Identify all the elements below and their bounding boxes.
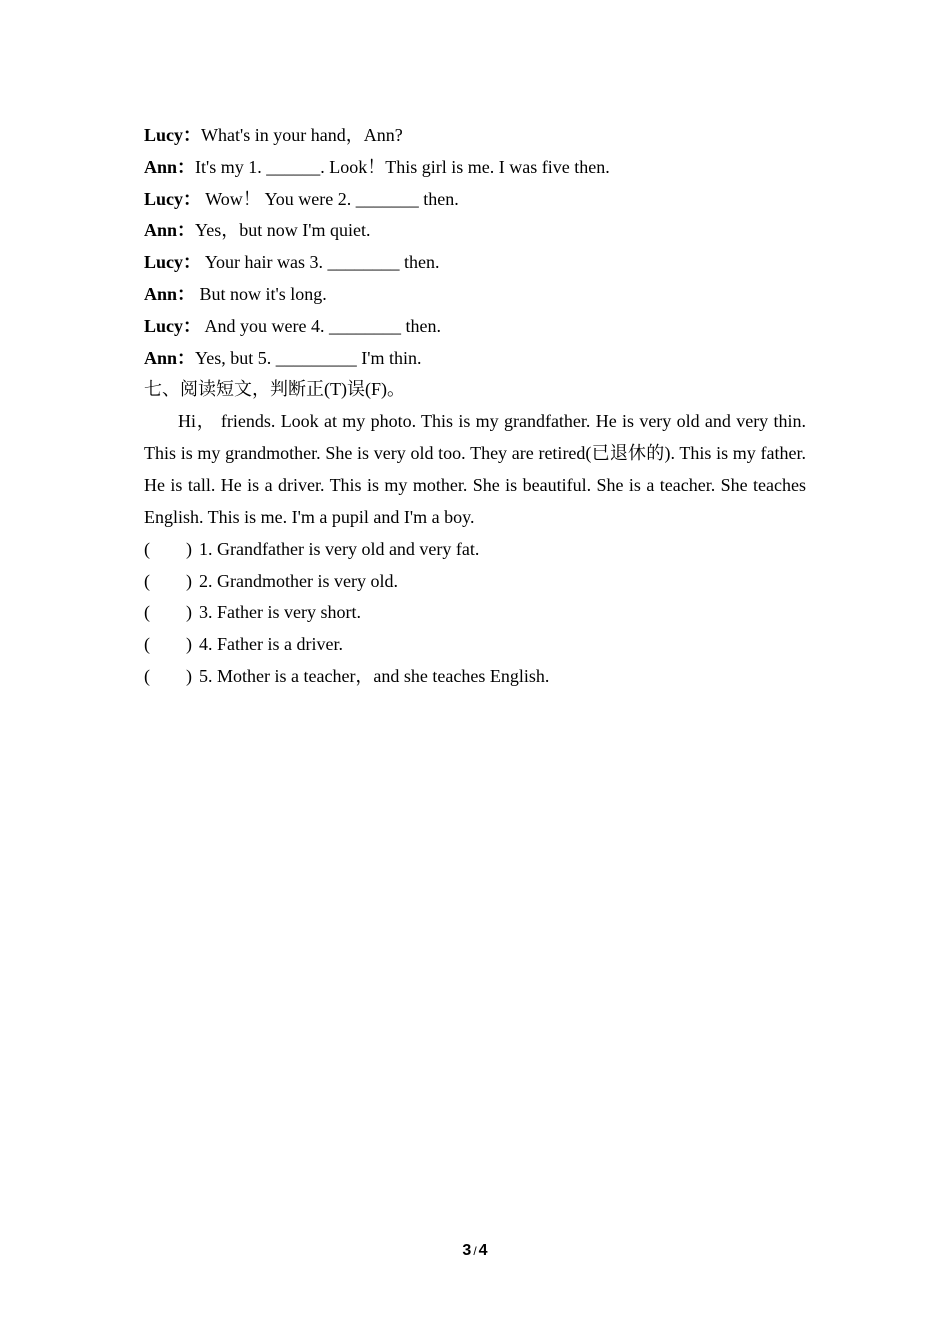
page-separator: /: [473, 1244, 477, 1258]
true-false-list: [144, 534, 806, 693]
list-item: [144, 566, 806, 598]
total-pages: 4: [478, 1242, 488, 1259]
answer-bracket: ( ): [144, 538, 192, 559]
reading-passage: Hi， friends. Look at my photo. This is my grandfather. He is very old and very thin. This is my grandmother. She is very old too. They are retired(已退休的). This is my father. He is tall. He is a driver. This is my mother. She is beautiful. She is a teacher. She teaches English. This is me. I'm a pupil and I'm a boy.: [144, 411, 806, 527]
dialogue-text: Yes，but now I'm quiet.: [195, 220, 371, 241]
statement: 3. Father is very short.: [199, 602, 361, 623]
dialogue-text: But now it's long.: [195, 283, 327, 304]
page-number: [0, 1242, 950, 1260]
dialogue-text: It's my 1. ______. Look！This girl is me. I was five then.: [195, 156, 610, 177]
dialogue-line: [144, 152, 806, 184]
statement: 2. Grandmother is very old.: [199, 570, 398, 591]
speaker-name: Lucy：: [144, 125, 202, 145]
dialogue-line: [144, 215, 806, 247]
dialogue-line: [144, 120, 806, 152]
dialogue-text: And you were 4. ________ then.: [201, 315, 441, 336]
answer-bracket: ( ): [144, 634, 192, 655]
speaker-name: Lucy：: [144, 252, 202, 273]
answer-bracket: ( ): [144, 602, 192, 623]
current-page: 3: [462, 1242, 472, 1259]
worksheet-content: [144, 120, 806, 693]
dialogue-text: Wow！ You were 2. _______ then.: [201, 188, 459, 209]
dialogue-line: [144, 311, 806, 343]
list-item: [144, 661, 806, 693]
list-item: [144, 597, 806, 629]
dialogue-line: [144, 343, 806, 375]
statement: 4. Father is a driver.: [199, 634, 343, 655]
speaker-name: Lucy：: [144, 188, 202, 209]
statement: 1. Grandfather is very old and very fat.: [199, 538, 480, 559]
dialogue: [144, 120, 806, 374]
section-title: 七、阅读短文，判断正(T)误(F)。: [144, 379, 405, 400]
speaker-name: Ann：: [144, 283, 196, 304]
dialogue-text: Your hair was 3. ________ then.: [201, 252, 440, 273]
dialogue-text: Yes, but 5. _________ I'm thin.: [195, 347, 422, 368]
speaker-name: Ann：: [144, 347, 196, 368]
list-item: [144, 629, 806, 661]
statement: 5. Mother is a teacher，and she teaches English.: [199, 665, 550, 686]
speaker-name: Lucy：: [144, 315, 202, 336]
dialogue-text: What's in your hand，Ann?: [201, 125, 403, 145]
answer-bracket: ( ): [144, 665, 192, 686]
dialogue-line: [144, 247, 806, 279]
answer-bracket: ( ): [144, 570, 192, 591]
list-item: [144, 534, 806, 566]
dialogue-line: [144, 279, 806, 311]
speaker-name: Ann：: [144, 156, 196, 177]
dialogue-line: [144, 184, 806, 216]
speaker-name: Ann：: [144, 220, 196, 241]
